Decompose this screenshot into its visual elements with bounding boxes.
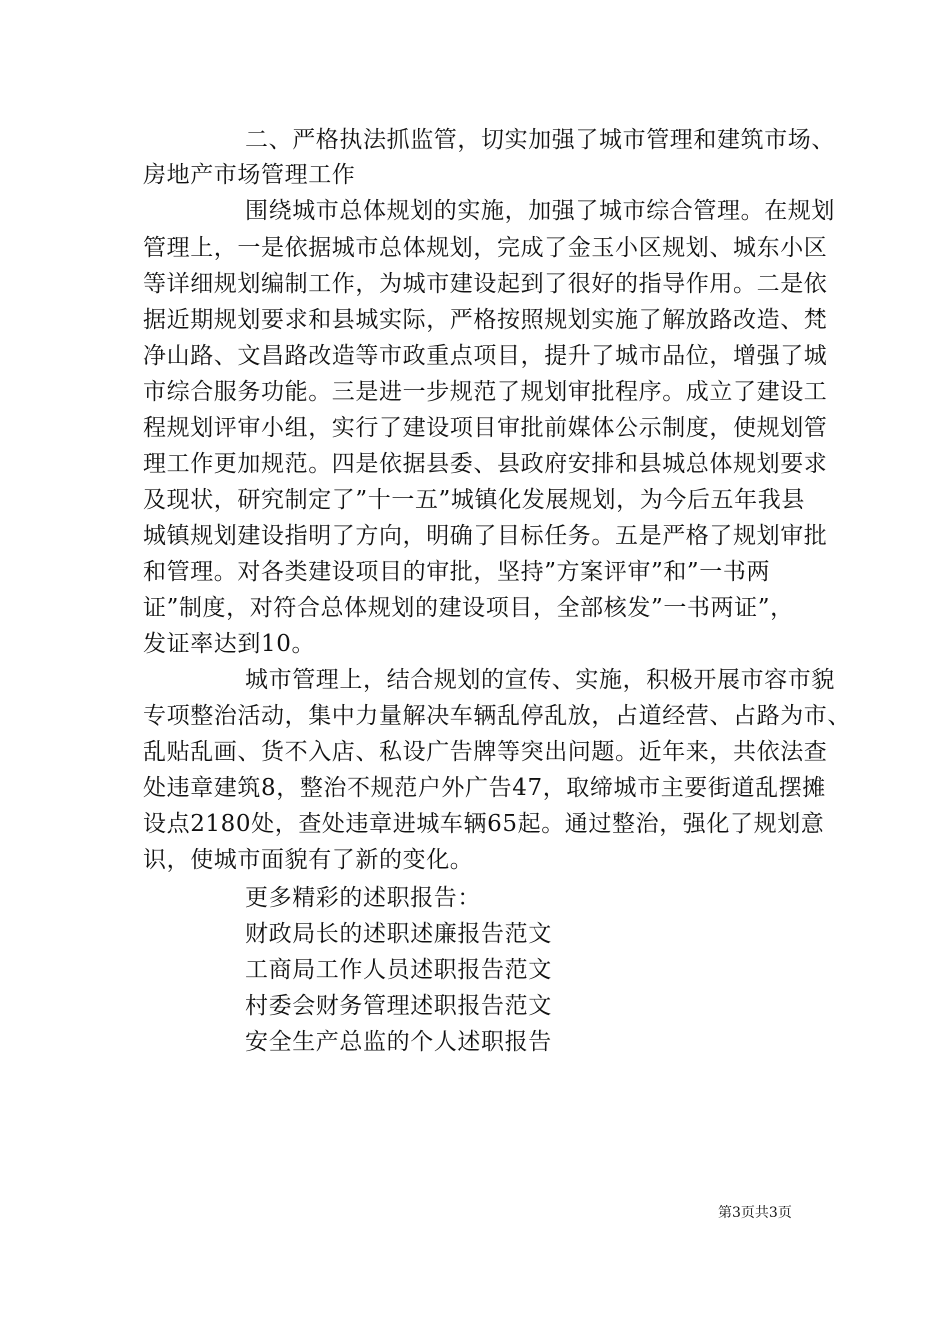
paragraph-1-line: 围绕城市总体规划的实施，加强了城市综合管理。在规划 [245,198,835,224]
related-report-link[interactable]: 财政局长的述职述廉报告范文 [245,921,552,947]
paragraph-1-line: 市综合服务功能。三是进一步规范了规划审批程序。成立了建设工 [143,379,828,405]
paragraph-1-line: 证”制度，对符合总体规划的建设项目，全部核发”一书两证”， [143,595,794,621]
paragraph-1-line: 等详细规划编制工作，为城市建设起到了很好的指导作用。二是依 [143,271,828,297]
paragraph-1-line: 净山路、文昌路改造等市政重点项目，提升了城市品位，增强了城 [143,343,828,369]
paragraph-1-line: 城镇规划建设指明了方向，明确了目标任务。五是严格了规划审批 [143,523,828,549]
related-report-link[interactable]: 工商局工作人员述职报告范文 [245,957,552,983]
related-report-link[interactable]: 村委会财务管理述职报告范文 [245,993,552,1019]
paragraph-1-line: 和管理。对各类建设项目的审批，坚持”方案评审”和”一书两 [143,559,771,585]
paragraph-1-line: 理工作更加规范。四是依据县委、县政府安排和县城总体规划要求 [143,451,828,477]
page-number-footer: 第3页共3页 [718,1205,792,1221]
paragraph-2-line: 专项整治活动，集中力量解决车辆乱停乱放，占道经营、占路为市、 [143,703,851,729]
paragraph-2-line: 处违章建筑8，整治不规范户外广告47，取缔城市主要街道乱摆摊 [143,775,826,801]
paragraph-1-line: 据近期规划要求和县城实际，严格按照规划实施了解放路改造、梵 [143,307,828,333]
paragraph-2-line: 识，使城市面貌有了新的变化。 [143,847,474,873]
paragraph-2-line: 乱贴乱画、货不入店、私设广告牌等突出问题。近年来，共依法查 [143,739,828,765]
related-report-link[interactable]: 安全生产总监的个人述职报告 [245,1029,552,1055]
paragraph-1-line: 发证率达到10。 [143,631,316,657]
section-heading-line-1: 二、严格执法抓监管，切实加强了城市管理和建筑市场、 [245,127,835,153]
paragraph-1-line: 程规划评审小组，实行了建设项目审批前媒体公示制度，使规划管 [143,415,828,441]
paragraph-1-line: 管理上，一是依据城市总体规划，完成了金玉小区规划、城东小区 [143,235,828,261]
section-heading-line-2: 房地产市场管理工作 [143,162,356,188]
paragraph-2-line: 城市管理上，结合规划的宣传、实施，积极开展市容市貌 [245,667,835,693]
more-reports-label: 更多精彩的述职报告： [245,885,481,911]
paragraph-1-line: 及现状，研究制定了”十一五”城镇化发展规划，为今后五年我县 [143,487,805,513]
paragraph-2-line: 设点2180处，查处违章进城车辆65起。通过整治，强化了规划意 [143,811,825,837]
